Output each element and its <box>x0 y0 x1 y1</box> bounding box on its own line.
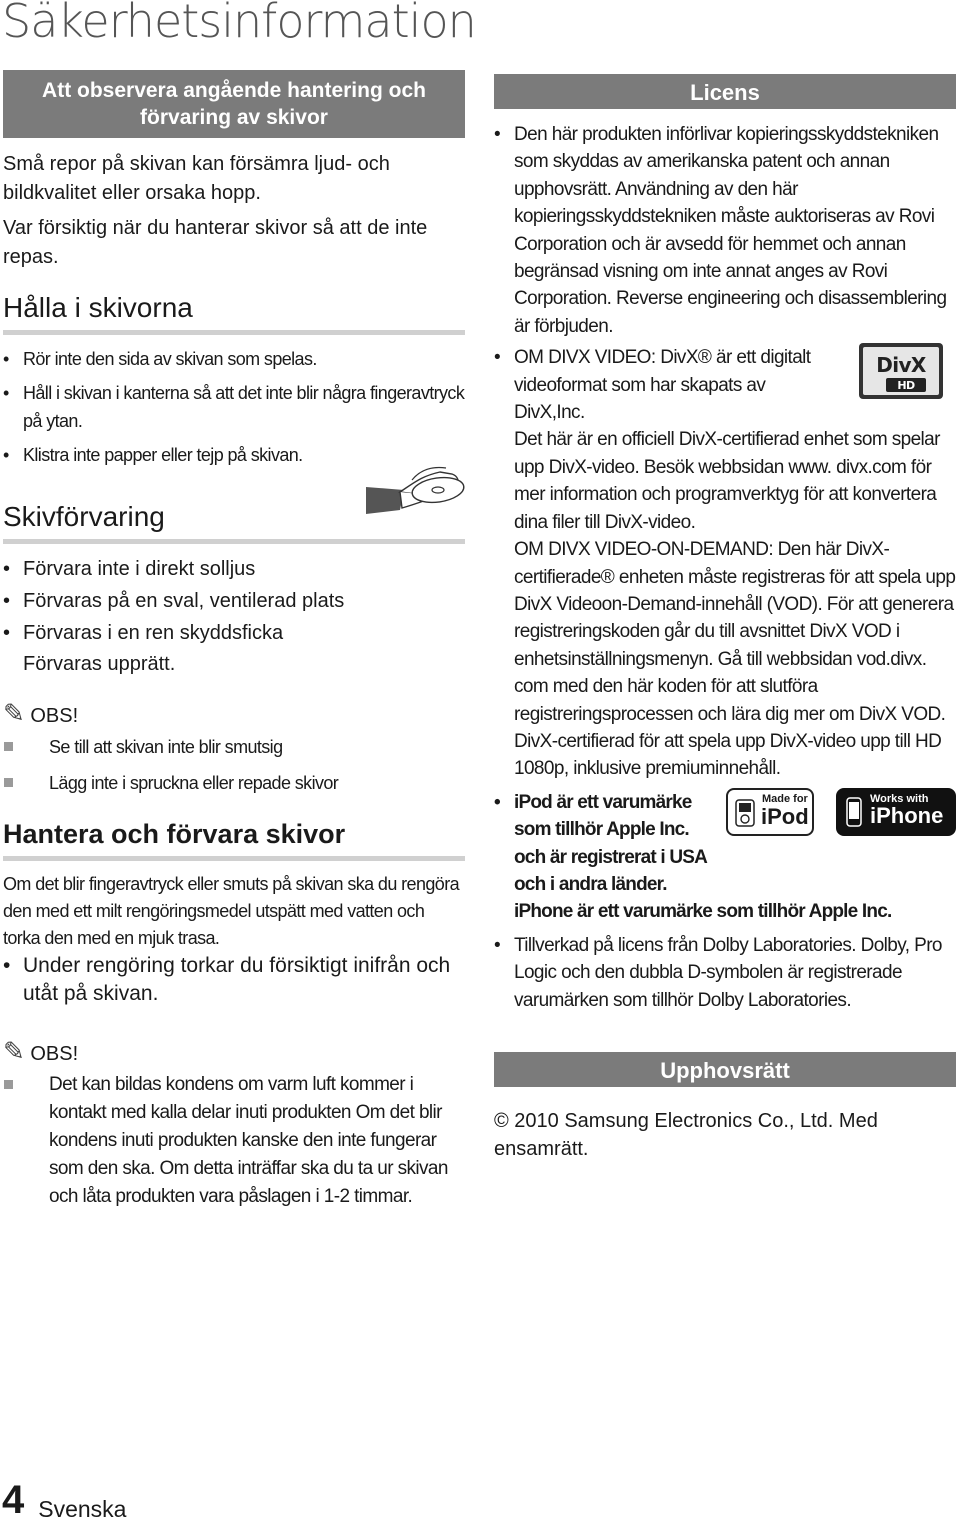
cleaning-paragraph: Om det blir fingeravtryck eller smuts på skivan ska du rengöra den med ett milt rengöringsmedel utspätt med vatten och torka den med en mjuk trasa. <box>3 874 459 948</box>
disc-storage-heading: Skivförvaring <box>3 501 465 544</box>
list-item: • OM DIVX VIDEO: DivX® är ett digitalt videoformat som har skapats av DivX,Inc. Det här är en officiell DivX-certifierad enhet som spelar upp DivX-video. Besök webbsidan www. divx.com för mer information och programverktyg för att konvertera dina filer till DivX-video. OM DIVX VIDEO-ON-DEMAND: Den här DivX-certifierade® enheten måste registreras för att spela upp DivX Videoon-Demand-innehåll (VOD). För att generera registreringskoden går du till avsnittet DivX VOD i enhetsinställningsmenyn. Gå till webbsidan vod.divx. com med den här koden för att slutföra registreringsprocessen och lära dig mer om DivX VOD. DivX-certifierad för att spela upp DivX-video upp till HD 1080p, inklusive premiuminnehåll. DivX HD <box>494 344 956 783</box>
list-item: Lägg inte i spruckna eller repade skivor <box>3 769 465 797</box>
license-list <box>494 121 956 1014</box>
note-heading-1: ✎ OBS! <box>3 698 79 728</box>
made-for-ipod-badge: Made for iPod <box>726 788 814 836</box>
holding-discs-heading: Hålla i skivorna <box>3 292 465 335</box>
left-column <box>3 70 465 1211</box>
copyright-header: Upphovsrätt <box>494 1052 956 1087</box>
works-with-iphone-badge: Works with iPhone <box>836 788 956 836</box>
list-item: • Den här produkten införlivar kopieringsskyddstekniken som skyddas av amerikanska patent och annan upphovsrätt. Användning av den här kopieringsskyddstekniken måste auktoriseras av Rovi Corporation och är avsedd för hemmet och annan begränsad visning om inte annat anges av Rovi Corporation. Reverse engineering och disassemblering är förbjuden. <box>494 121 956 340</box>
list-item: • Under rengöring torkar du försiktigt inifrån och utåt på skivan. <box>3 952 465 1008</box>
iphone-icon <box>846 797 862 827</box>
list-item: • Rör inte den sida av skivan som spelas. <box>3 345 465 373</box>
svg-text:DivX: DivX <box>876 353 926 378</box>
storage-list <box>3 554 465 649</box>
disc-handling-header: Att observera angående hantering och förvaring av skivor <box>3 70 465 138</box>
list-item: • Tillverkad på licens från Dolby Laboratories. Dolby, Pro Logic och den dubbla D-symbolen är registrerade varumärken som tillhör Dolby Laboratories. <box>494 932 956 1014</box>
storage-extra: Förvaras upprätt. <box>23 653 176 675</box>
cleaning-list <box>3 952 465 1008</box>
page-number: 4 <box>2 1478 25 1522</box>
page-title: Säkerhetsinformation <box>2 0 476 48</box>
hand-holding-disc-illustration <box>360 392 470 522</box>
intro-paragraph-2: Var försiktig när du hanterar skivor så att de inte repas. <box>3 217 428 268</box>
list-item: Se till att skivan inte blir smutsig <box>3 733 465 761</box>
list-item: Det kan bildas kondens om varm luft kommer i kontakt med kalla delar inuti produkten Om det blir kondens inuti produkten kanske den inte fungerar som den ska. Om detta inträffar ska du ta ur skivan och låta produkten vara påslagen i 1-2 timmar. <box>3 1071 465 1211</box>
ipod-icon <box>735 799 755 827</box>
intro-paragraph-1: Små repor på skivan kan försämra ljud- och bildkvalitet eller orsaka hopp. <box>3 153 390 204</box>
list-item: • Förvaras i en ren skyddsficka <box>3 618 465 649</box>
handle-store-heading: Hantera och förvara skivor <box>3 819 465 861</box>
svg-text:HD: HD <box>897 379 915 393</box>
right-column <box>494 74 956 1163</box>
note-list-2 <box>3 1071 465 1211</box>
language-label: Svenska <box>38 1496 127 1522</box>
list-item: • Förvara inte i direkt solljus <box>3 554 465 585</box>
list-item: • iPod är ett varumärke som tillhör Apple Inc. och är registrerat i USA och i andra länder. iPhone är ett varumärke som tillhör Apple Inc. Made for iPod Works with iPhone <box>494 789 956 926</box>
note-heading-2: ✎ OBS! <box>3 1036 79 1066</box>
copyright-text: © 2010 Samsung Electronics Co., Ltd. Med ensamrätt. <box>494 1110 878 1160</box>
list-item: • Klistra inte papper eller tejp på skivan. <box>3 441 383 469</box>
license-header: Licens <box>494 74 956 109</box>
pencil-icon: ✎ <box>3 698 25 728</box>
note-list-1 <box>3 733 465 797</box>
page-footer <box>2 1478 126 1523</box>
list-item: • Förvaras på en sval, ventilerad plats <box>3 586 465 617</box>
list-item: • Håll i skivan i kanterna så att det inte blir några fingeravtryck på ytan. <box>3 379 465 435</box>
divx-hd-logo <box>858 342 944 400</box>
pencil-icon: ✎ <box>3 1036 25 1066</box>
